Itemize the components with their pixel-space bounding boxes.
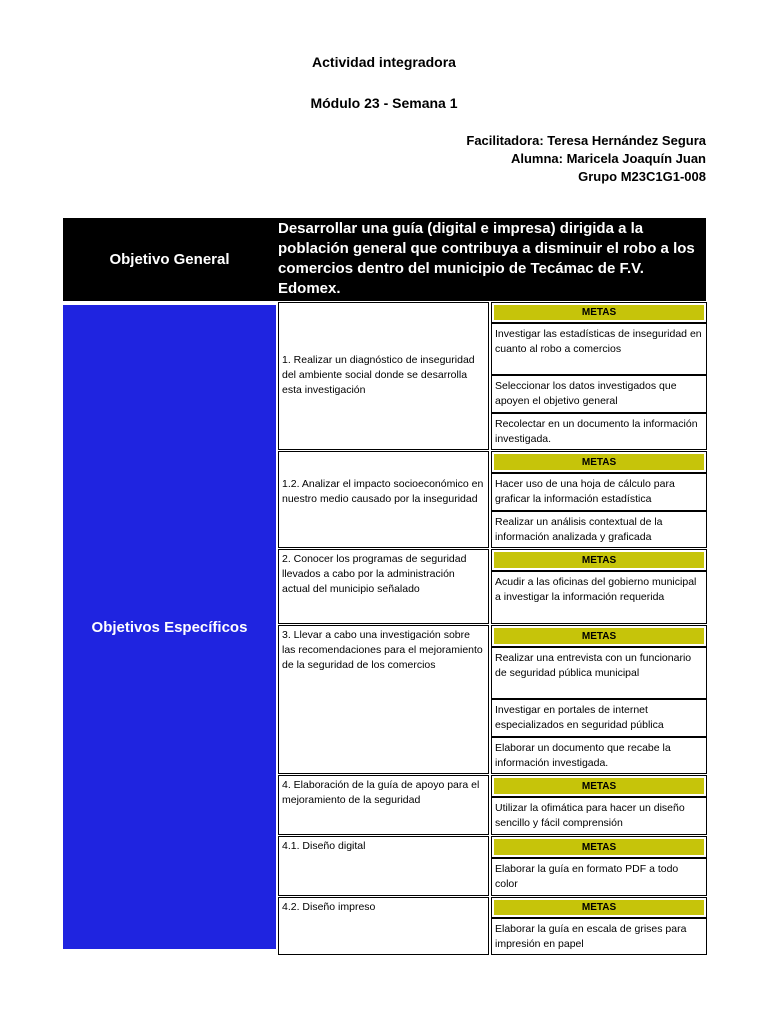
- goal-4-2: Investigar en portales de internet especializados en seguridad pública: [491, 699, 707, 737]
- goal-1-2: Seleccionar los datos investigados que apoyen el objetivo general: [491, 375, 707, 413]
- goal-5-1: Utilizar la ofimática para hacer un diseño sencillo y fácil comprensión: [491, 797, 707, 835]
- goal-1-3: Recolectar en un documento la información investigada.: [491, 413, 707, 450]
- objective-1: 1. Realizar un diagnóstico de inseguridad del ambiente social donde se desarrolla esta investigación: [278, 302, 489, 450]
- metas-header-3: [491, 549, 707, 571]
- metas-label: METAS: [494, 900, 704, 915]
- objective-3: 2. Conocer los programas de seguridad llevados a cabo por la administración actual del municipio señalado: [278, 549, 489, 624]
- metas-label: METAS: [494, 778, 704, 794]
- metas-header-5: [491, 775, 707, 797]
- objective-4: 3. Llevar a cabo una investigación sobre las recomendaciones para el mejoramiento de la seguridad de los comercios: [278, 625, 489, 774]
- metas-header-4: [491, 625, 707, 647]
- goal-1-1: Investigar las estadísticas de inseguridad en cuanto al robo a comercios: [491, 323, 707, 375]
- objective-5: 4. Elaboración de la guía de apoyo para el mejoramiento de la seguridad: [278, 775, 489, 835]
- facilitadora-line: Facilitadora: Teresa Hernández Segura: [466, 133, 706, 148]
- metas-header-2: [491, 451, 707, 473]
- objetivos-especificos-label: Objetivos Específicos: [63, 305, 276, 949]
- objective-6: 4.1. Diseño digital: [278, 836, 489, 896]
- metas-label: METAS: [494, 628, 704, 644]
- metas-header-1: [491, 302, 707, 323]
- goal-2-2: Realizar un análisis contextual de la información analizada y graficada: [491, 511, 707, 548]
- alumna-line: Alumna: Maricela Joaquín Juan: [510, 151, 706, 166]
- objetivo-general-label: Objetivo General: [63, 218, 276, 301]
- objective-2: 1.2. Analizar el impacto socioeconómico en nuestro medio causado por la inseguridad: [278, 451, 489, 548]
- goal-3-1: Acudir a las oficinas del gobierno municipal a investigar la información requerida: [491, 571, 707, 624]
- goal-6-1: Elaborar la guía en formato PDF a todo color: [491, 858, 707, 896]
- metas-header-6: [491, 836, 707, 858]
- grupo-line: Grupo M23C1G1-008: [578, 169, 706, 184]
- goal-4-3: Elaborar un documento que recabe la información investigada.: [491, 737, 707, 774]
- metas-label: METAS: [494, 454, 704, 470]
- objective-7: 4.2. Diseño impreso: [278, 897, 489, 955]
- metas-label: METAS: [494, 552, 704, 568]
- document-title: Actividad integradora: [312, 54, 456, 70]
- goal-7-1: Elaborar la guía en escala de grises para impresión en papel: [491, 918, 707, 955]
- metas-label: METAS: [494, 305, 704, 320]
- objetivo-general-text: Desarrollar una guía (digital e impresa) dirigida a la población general que contribuya a disminuir el robo a los comercios dentro del municipio de Tecámac de F.V. Edomex.: [276, 218, 706, 301]
- document-subtitle: Módulo 23 - Semana 1: [310, 95, 458, 111]
- goal-4-1: Realizar una entrevista con un funcionario de seguridad pública municipal: [491, 647, 707, 699]
- metas-header-7: [491, 897, 707, 918]
- goal-2-1: Hacer uso de una hoja de cálculo para graficar la información estadística: [491, 473, 707, 511]
- metas-label: METAS: [494, 839, 704, 855]
